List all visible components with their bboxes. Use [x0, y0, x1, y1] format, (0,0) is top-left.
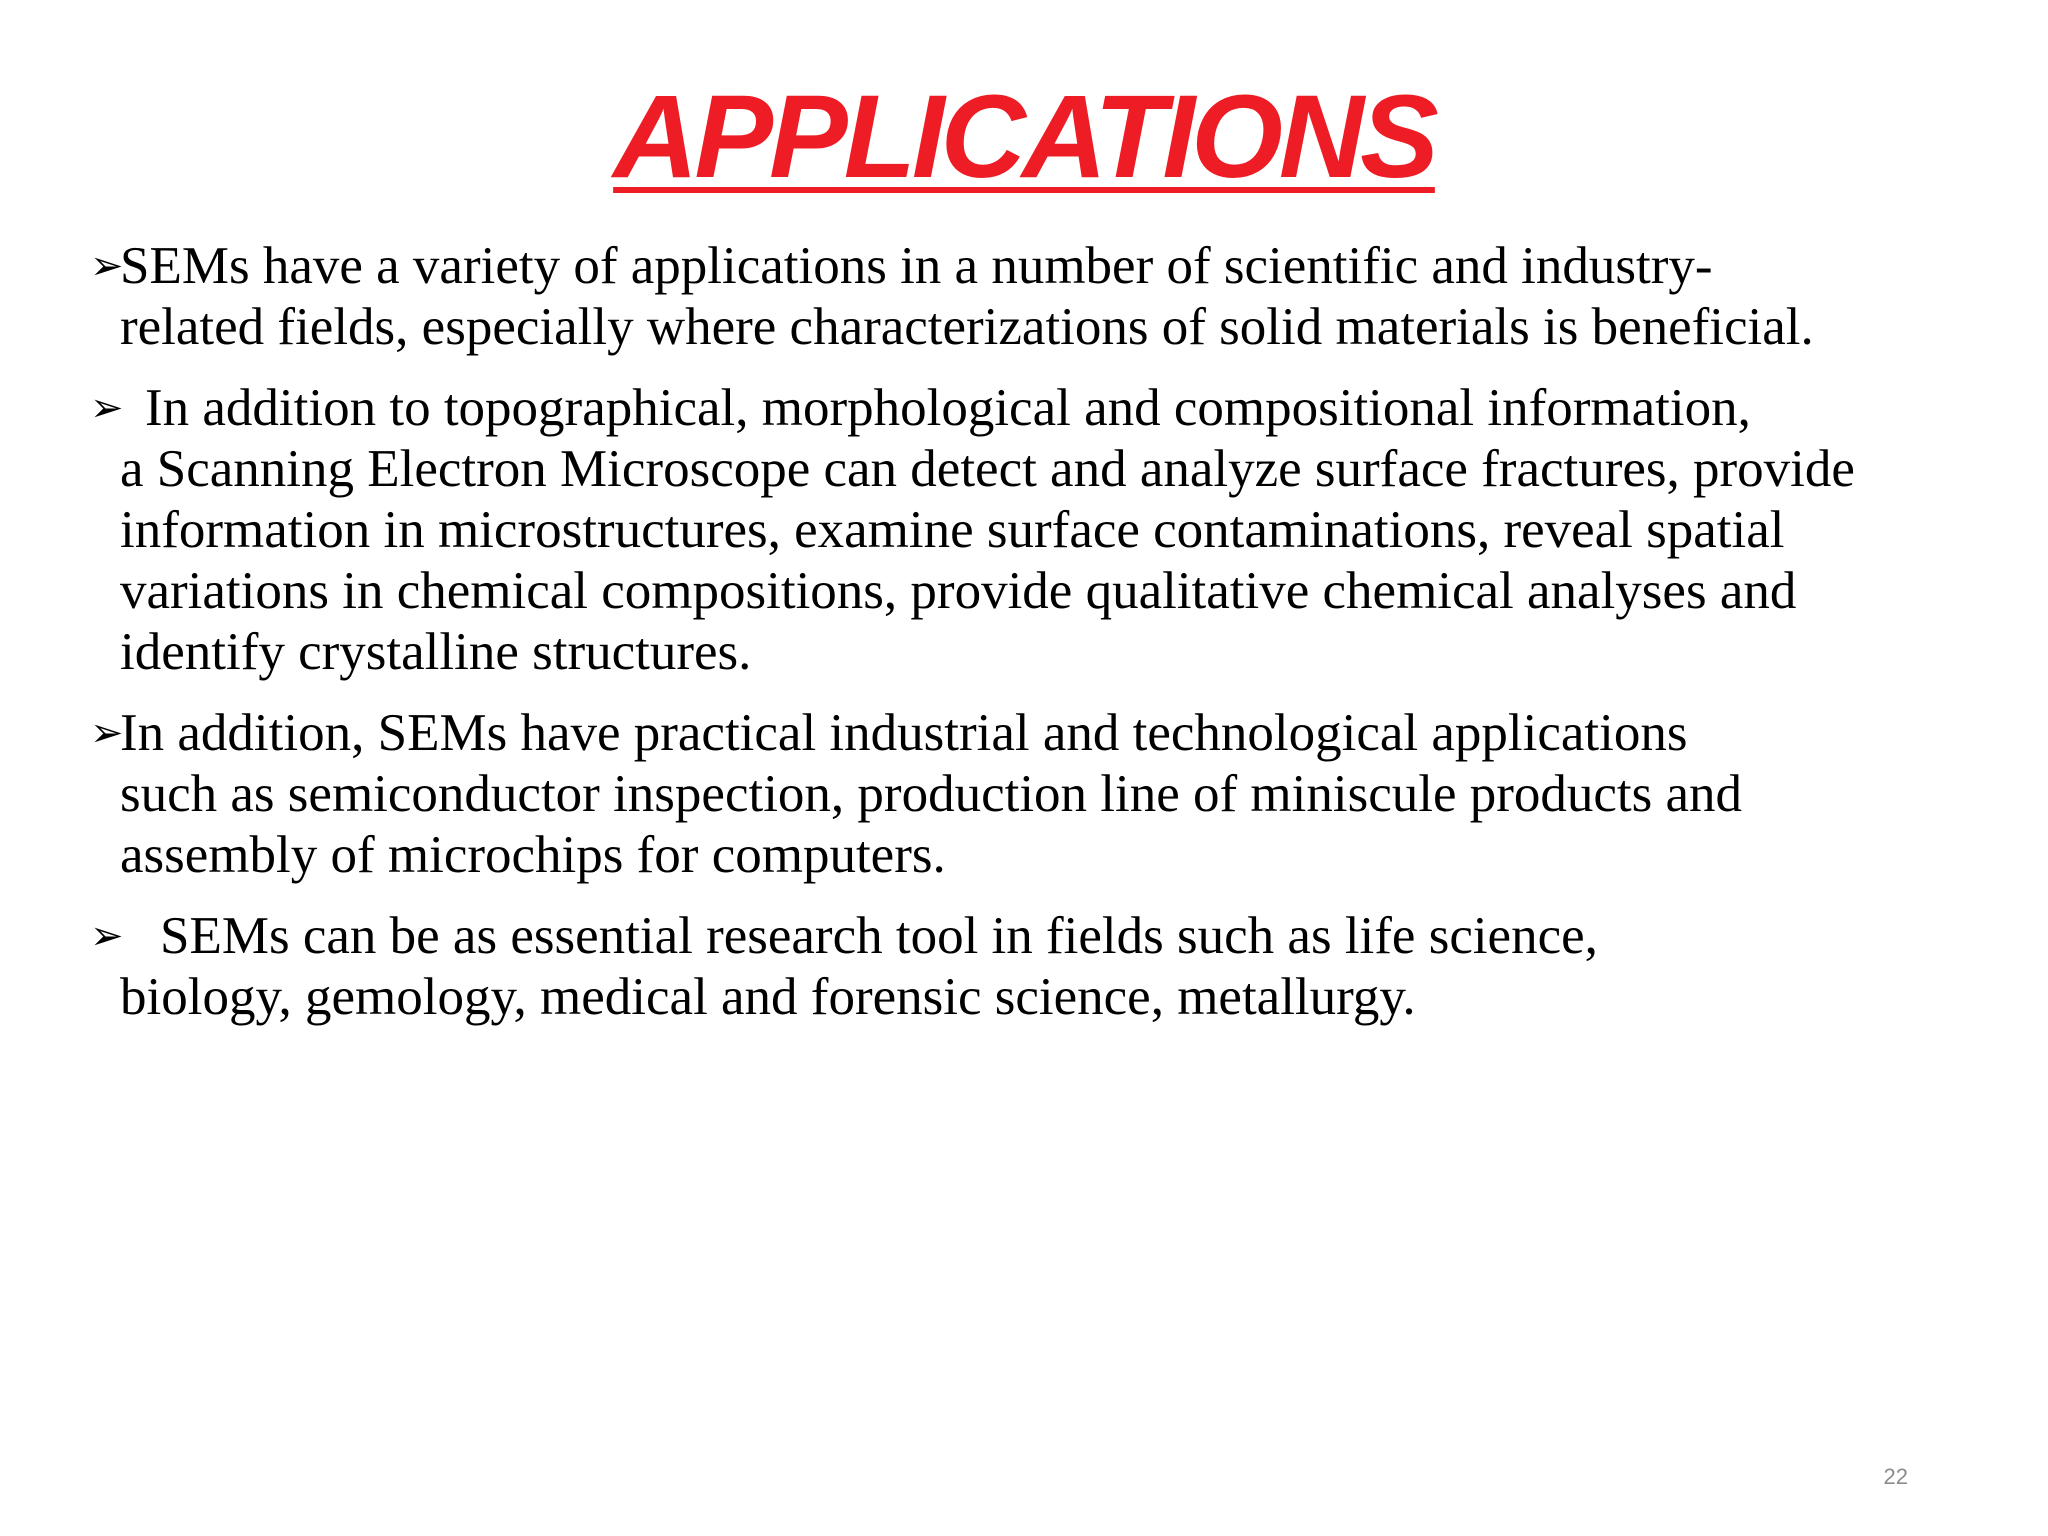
- bullet-continuation: a Scanning Electron Microscope can detect and analyze surface fractures, provide information in microstructures, examine surface contaminations, reveal spatial variations in chemical compositions, provide qualitative chemical analyses and identify crystalline structures.: [120, 440, 1855, 681]
- bullet-first-line: In addition to topographical, morphological and compositional information,: [145, 379, 1751, 437]
- bullet-item: [90, 703, 1950, 886]
- slide-title: APPLICATIONS: [613, 71, 1435, 203]
- bullet-continuation: biology, gemology, medical and forensic science, metallurgy.: [120, 968, 1416, 1026]
- bullet-item: [90, 906, 1950, 1028]
- bullet-first-line: In addition, SEMs have practical industrial and technological applications: [120, 704, 1688, 762]
- bullet-item: [90, 378, 1950, 683]
- page-number: 22: [1883, 1464, 1908, 1489]
- arrow-bullet-icon: ➢: [90, 913, 124, 959]
- bullet-first-line: SEMs can be as essential research tool in fields such as life science,: [160, 907, 1598, 965]
- arrow-bullet-icon: ➢: [90, 243, 124, 289]
- bullet-item: [90, 236, 1950, 358]
- bullet-list: [90, 236, 1950, 1048]
- bullet-continuation: such as semiconductor inspection, production line of miniscule products and assembly of microchips for computers.: [120, 765, 1743, 884]
- bullet-first-line: SEMs have a variety of applications in a number of scientific and industry-: [120, 237, 1713, 295]
- arrow-bullet-icon: ➢: [90, 385, 124, 431]
- arrow-bullet-icon: ➢: [90, 710, 124, 756]
- bullet-continuation: related fields, especially where characterizations of solid materials is beneficial.: [120, 298, 1814, 356]
